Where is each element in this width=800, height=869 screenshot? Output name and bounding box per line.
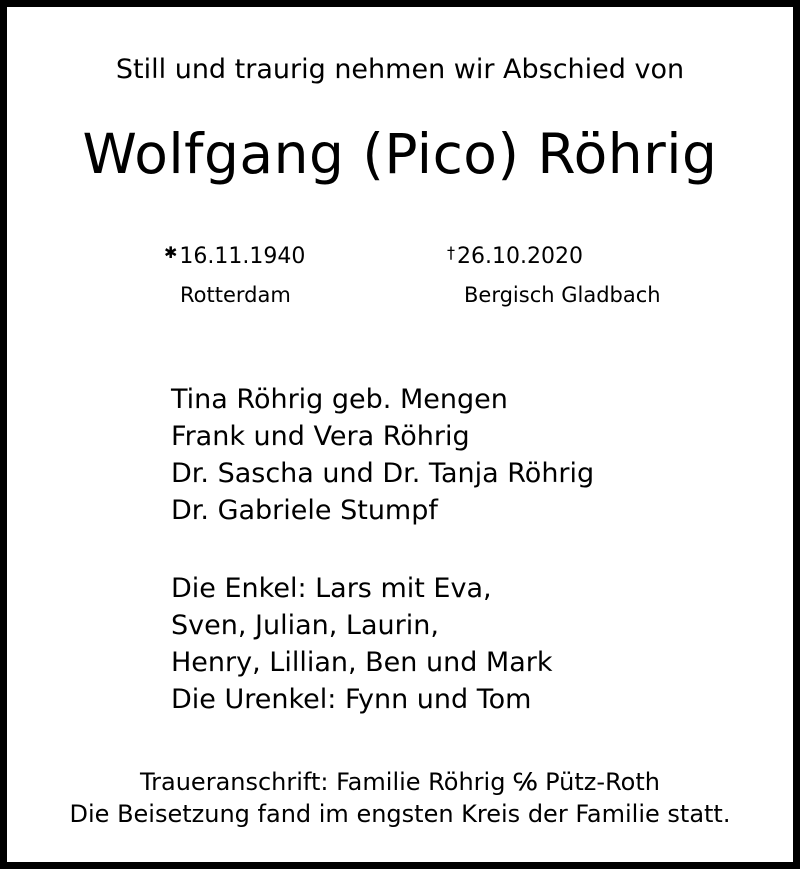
family-member: Frank und Vera Röhrig	[171, 421, 470, 452]
birth-date-value: 16.11.1940	[179, 244, 306, 269]
grandchildren-list	[171, 570, 553, 718]
family-member: Dr. Gabriele Stumpf	[171, 495, 438, 526]
birth-place: Rotterdam	[180, 283, 291, 307]
death-date	[447, 239, 583, 271]
grandchildren-line: Die Enkel: Lars mit Eva,	[171, 573, 492, 604]
great-grandchildren-line: Die Urenkel: Fynn und Tom	[171, 684, 532, 715]
footer	[7, 766, 793, 830]
deceased-name: Wolfgang (Pico) Röhrig	[82, 122, 718, 186]
family-member: Tina Röhrig geb. Mengen	[171, 384, 508, 415]
grandchildren-line: Sven, Julian, Laurin,	[171, 610, 439, 641]
intro-text: Still und traurig nehmen wir Abschied von	[115, 54, 685, 85]
family-member: Dr. Sascha und Dr. Tanja Röhrig	[171, 458, 595, 489]
mourning-address: Traueranschrift: Familie Röhrig ℅ Pütz-Roth	[140, 768, 660, 796]
family-list	[171, 381, 594, 529]
death-date-value: 26.10.2020	[457, 244, 583, 269]
grandchildren-line: Henry, Lillian, Ben und Mark	[171, 647, 553, 678]
birth-star-icon: ✱	[164, 243, 178, 262]
birth-date	[164, 239, 305, 271]
death-place: Bergisch Gladbach	[464, 283, 661, 307]
burial-note: Die Beisetzung fand im engsten Kreis der Familie statt.	[69, 800, 731, 828]
death-cross-icon: †	[447, 243, 455, 262]
